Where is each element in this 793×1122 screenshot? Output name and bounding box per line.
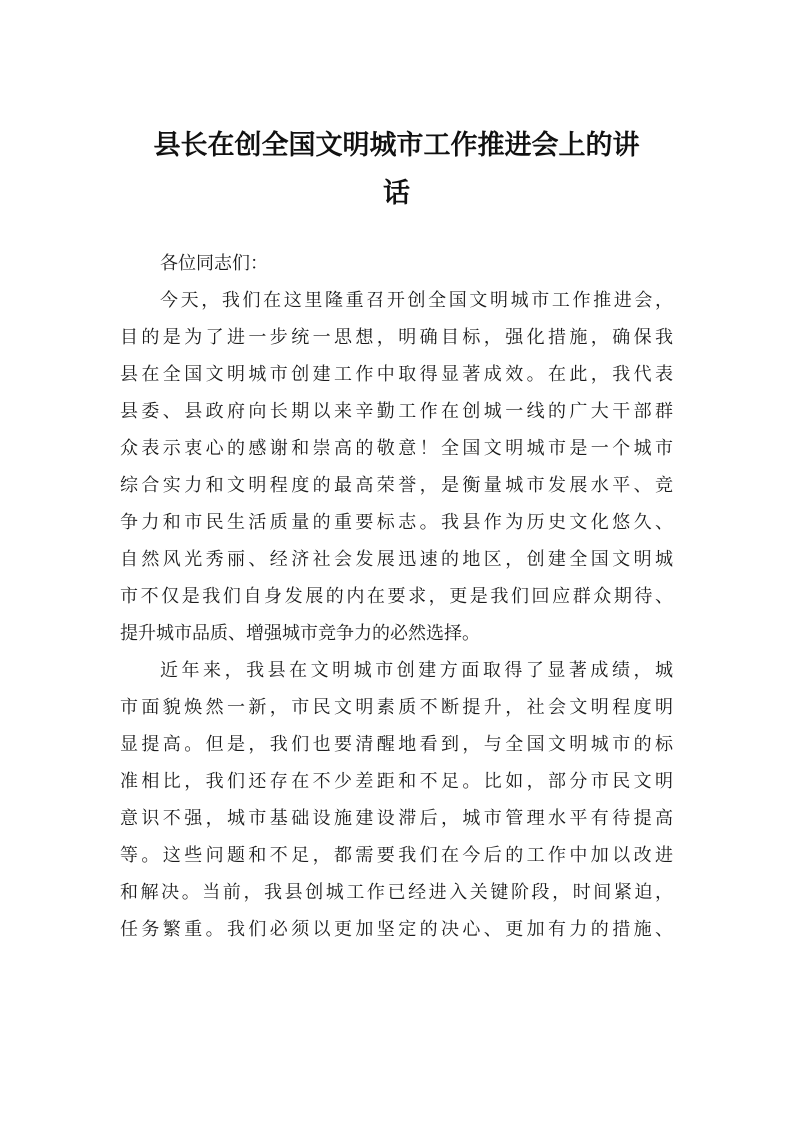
paragraph-line: 等。这些问题和不足，都需要我们在今后的工作中加以改进 (120, 845, 673, 866)
paragraph-line: 县委、县政府向长期以来辛勤工作在创城一线的广大干部群 (120, 401, 673, 422)
paragraph-line: 目的是为了进一步统一思想，明确目标，强化措施，确保我 (120, 327, 673, 348)
paragraph-line: 市面貌焕然一新，市民文明素质不断提升，社会文明程度明 (120, 697, 673, 718)
paragraph-line: 近年来，我县在文明城市创建方面取得了显著成绩，城 (160, 660, 673, 681)
paragraph-line: 今天，我们在这里隆重召开创全国文明城市工作推进会， (160, 290, 673, 311)
paragraph-line: 和解决。当前，我县创城工作已经进入关键阶段，时间紧迫， (120, 882, 673, 903)
title-line-2: 话 (383, 178, 410, 209)
paragraph-line: 任务繁重。我们必须以更加坚定的决心、更加有力的措施、 (120, 919, 673, 940)
paragraph-line: 综合实力和文明程度的最高荣誉，是衡量城市发展水平、竞 (120, 475, 673, 496)
paragraph-line: 县在全国文明城市创建工作中取得显著成效。在此，我代表 (120, 364, 673, 385)
document-body (120, 245, 673, 948)
paragraph-line: 显提高。但是，我们也要清醒地看到，与全国文明城市的标 (120, 734, 673, 755)
paragraph-line: 意识不强，城市基础设施建设滞后，城市管理水平有待提高 (120, 808, 673, 829)
paragraph-line: 准相比，我们还存在不少差距和不足。比如，部分市民文明 (120, 771, 673, 792)
paragraph-2 (120, 652, 673, 948)
paragraph-line: 众表示衷心的感谢和崇高的敬意！全国文明城市是一个城市 (120, 438, 673, 459)
paragraph-line: 自然风光秀丽、经济社会发展迅速的地区，创建全国文明城 (120, 549, 673, 570)
paragraph-line: 市不仅是我们自身发展的内在要求，更是我们回应群众期待、 (120, 586, 673, 607)
title-line-1: 县长在创全国文明城市工作推进会上的讲 (153, 130, 640, 161)
paragraph-line: 争力和市民生活质量的重要标志。我县作为历史文化悠久、 (120, 512, 673, 533)
salutation: 各位同志们： (160, 253, 268, 274)
paragraph-line: 提升城市品质、增强城市竞争力的必然选择。 (120, 623, 480, 644)
document-title (110, 122, 683, 218)
paragraph-1 (120, 282, 673, 652)
